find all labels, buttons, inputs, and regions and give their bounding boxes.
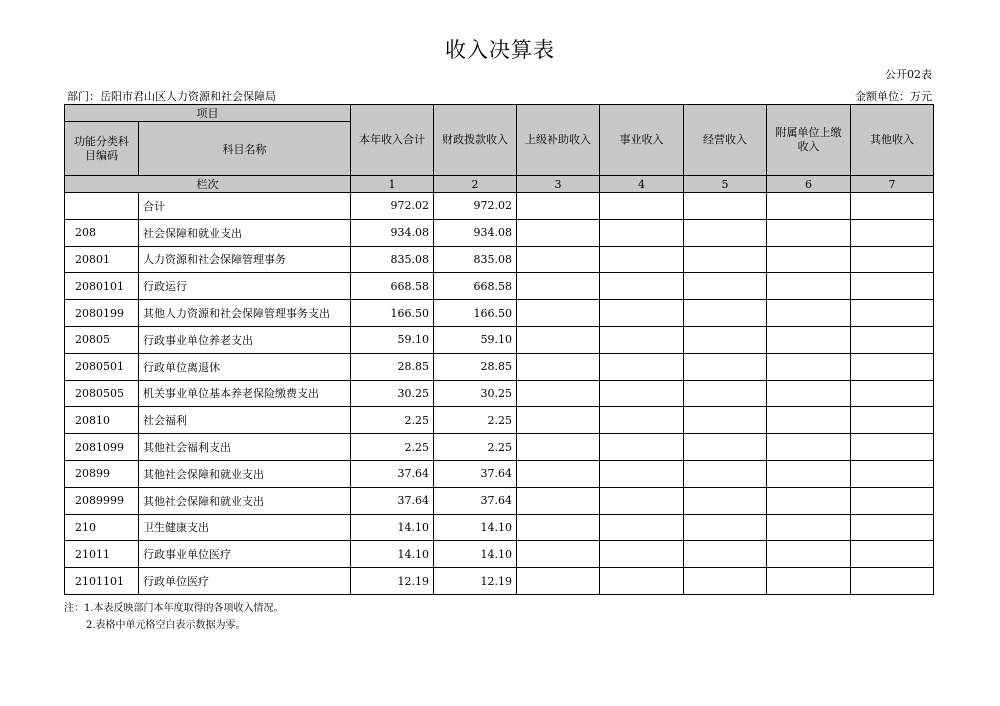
- row-name: 社会保障和就业支出: [139, 219, 351, 246]
- row-affiliated-income: [767, 380, 851, 407]
- row-business-income: [600, 326, 684, 353]
- table-row: [65, 460, 934, 487]
- row-business-income: [600, 246, 684, 273]
- table-row: [65, 568, 934, 595]
- table-row: [65, 514, 934, 541]
- row-name: 卫生健康支出: [139, 514, 351, 541]
- row-fiscal: 37.64: [434, 460, 517, 487]
- row-fiscal: 37.64: [434, 487, 517, 514]
- row-total: 59.10: [351, 326, 434, 353]
- table-row: [65, 193, 934, 220]
- row-total: 2.25: [351, 407, 434, 434]
- row-affiliated-income: [767, 300, 851, 327]
- amount-unit-label: 金额单位：万元: [855, 90, 932, 103]
- row-name: 行政事业单位养老支出: [139, 326, 351, 353]
- row-other-income: [851, 514, 934, 541]
- row-superior-subsidy: [517, 300, 600, 327]
- row-total: 668.58: [351, 273, 434, 300]
- header-code: 功能分类科目编码: [65, 122, 139, 176]
- row-operating-income: [684, 460, 767, 487]
- income-table: [64, 104, 934, 595]
- row-operating-income: [684, 380, 767, 407]
- row-other-income: [851, 541, 934, 568]
- table-row: [65, 434, 934, 461]
- row-operating-income: [684, 193, 767, 220]
- col-number-5: 5: [684, 176, 767, 193]
- note-1: 注：1.本表反映部门本年度取得的各项收入情况。: [64, 603, 284, 614]
- note-2: 2.表格中单元格空白表示数据为零。: [86, 620, 246, 631]
- row-superior-subsidy: [517, 487, 600, 514]
- row-business-income: [600, 434, 684, 461]
- row-code: 208: [65, 219, 139, 246]
- row-total: 934.08: [351, 219, 434, 246]
- table-row: [65, 246, 934, 273]
- col-number-2: 2: [434, 176, 517, 193]
- row-other-income: [851, 380, 934, 407]
- row-affiliated-income: [767, 407, 851, 434]
- row-total: 835.08: [351, 246, 434, 273]
- row-other-income: [851, 568, 934, 595]
- row-other-income: [851, 300, 934, 327]
- row-business-income: [600, 219, 684, 246]
- row-other-income: [851, 353, 934, 380]
- table-row: [65, 219, 934, 246]
- row-total: 166.50: [351, 300, 434, 327]
- row-affiliated-income: [767, 326, 851, 353]
- row-affiliated-income: [767, 460, 851, 487]
- row-operating-income: [684, 300, 767, 327]
- row-business-income: [600, 568, 684, 595]
- row-code: 2089999: [65, 487, 139, 514]
- row-other-income: [851, 193, 934, 220]
- row-affiliated-income: [767, 273, 851, 300]
- row-code: 2101101: [65, 568, 139, 595]
- row-code: 2080101: [65, 273, 139, 300]
- row-operating-income: [684, 326, 767, 353]
- row-business-income: [600, 193, 684, 220]
- row-affiliated-income: [767, 246, 851, 273]
- header-col-1: 本年收入合计: [351, 105, 434, 176]
- row-operating-income: [684, 434, 767, 461]
- row-affiliated-income: [767, 487, 851, 514]
- department-label: 部门：岳阳市君山区人力资源和社会保障局: [67, 90, 276, 103]
- row-fiscal: 934.08: [434, 219, 517, 246]
- row-code: 20810: [65, 407, 139, 434]
- row-fiscal: 14.10: [434, 514, 517, 541]
- row-code: 2081099: [65, 434, 139, 461]
- row-operating-income: [684, 246, 767, 273]
- row-operating-income: [684, 568, 767, 595]
- row-other-income: [851, 487, 934, 514]
- col-number-3: 3: [517, 176, 600, 193]
- row-total: 14.10: [351, 541, 434, 568]
- row-business-income: [600, 407, 684, 434]
- row-superior-subsidy: [517, 434, 600, 461]
- row-name: 合计: [139, 193, 351, 220]
- row-operating-income: [684, 541, 767, 568]
- row-name: 行政单位医疗: [139, 568, 351, 595]
- row-name: 其他社会福利支出: [139, 434, 351, 461]
- table-row: [65, 487, 934, 514]
- header-col-5: 经营收入: [684, 105, 767, 176]
- row-name: 其他社会保障和就业支出: [139, 460, 351, 487]
- row-name: 其他人力资源和社会保障管理事务支出: [139, 300, 351, 327]
- header-name: 科目名称: [139, 122, 351, 176]
- row-code: 2080501: [65, 353, 139, 380]
- header-col-6: 附属单位上缴收入: [767, 105, 851, 176]
- row-other-income: [851, 246, 934, 273]
- notes: [64, 600, 284, 634]
- row-operating-income: [684, 407, 767, 434]
- row-name: 其他社会保障和就业支出: [139, 487, 351, 514]
- row-total: 12.19: [351, 568, 434, 595]
- row-superior-subsidy: [517, 326, 600, 353]
- row-business-income: [600, 273, 684, 300]
- row-total: 972.02: [351, 193, 434, 220]
- row-fiscal: 14.10: [434, 541, 517, 568]
- row-name: 行政事业单位医疗: [139, 541, 351, 568]
- col-number-4: 4: [600, 176, 684, 193]
- row-name: 机关事业单位基本养老保险缴费支出: [139, 380, 351, 407]
- row-total: 2.25: [351, 434, 434, 461]
- row-other-income: [851, 326, 934, 353]
- row-business-income: [600, 514, 684, 541]
- row-affiliated-income: [767, 514, 851, 541]
- row-total: 30.25: [351, 380, 434, 407]
- row-superior-subsidy: [517, 407, 600, 434]
- row-business-income: [600, 487, 684, 514]
- row-operating-income: [684, 514, 767, 541]
- header-col-7: 其他收入: [851, 105, 934, 176]
- row-name: 人力资源和社会保障管理事务: [139, 246, 351, 273]
- row-business-income: [600, 380, 684, 407]
- table-row: [65, 541, 934, 568]
- row-fiscal: 835.08: [434, 246, 517, 273]
- header-col-index: 栏次: [65, 176, 351, 193]
- col-number-1: 1: [351, 176, 434, 193]
- row-superior-subsidy: [517, 460, 600, 487]
- table-row: [65, 407, 934, 434]
- row-fiscal: 668.58: [434, 273, 517, 300]
- row-code: 2080505: [65, 380, 139, 407]
- row-other-income: [851, 407, 934, 434]
- row-code: [65, 193, 139, 220]
- row-other-income: [851, 460, 934, 487]
- row-operating-income: [684, 219, 767, 246]
- row-fiscal: 30.25: [434, 380, 517, 407]
- row-fiscal: 12.19: [434, 568, 517, 595]
- row-total: 14.10: [351, 514, 434, 541]
- row-affiliated-income: [767, 353, 851, 380]
- table-row: [65, 380, 934, 407]
- row-superior-subsidy: [517, 219, 600, 246]
- row-affiliated-income: [767, 568, 851, 595]
- table-body: [65, 193, 934, 595]
- row-superior-subsidy: [517, 353, 600, 380]
- row-code: 21011: [65, 541, 139, 568]
- table-row: [65, 300, 934, 327]
- col-number-6: 6: [767, 176, 851, 193]
- row-superior-subsidy: [517, 380, 600, 407]
- row-other-income: [851, 434, 934, 461]
- row-superior-subsidy: [517, 514, 600, 541]
- row-name: 行政单位离退休: [139, 353, 351, 380]
- row-name: 行政运行: [139, 273, 351, 300]
- row-fiscal: 2.25: [434, 434, 517, 461]
- row-superior-subsidy: [517, 568, 600, 595]
- row-business-income: [600, 541, 684, 568]
- row-name: 社会福利: [139, 407, 351, 434]
- row-affiliated-income: [767, 193, 851, 220]
- row-affiliated-income: [767, 219, 851, 246]
- row-total: 37.64: [351, 487, 434, 514]
- row-other-income: [851, 273, 934, 300]
- page-title: 收入决算表: [445, 38, 555, 62]
- table-row: [65, 353, 934, 380]
- row-operating-income: [684, 353, 767, 380]
- row-code: 20805: [65, 326, 139, 353]
- row-total: 28.85: [351, 353, 434, 380]
- row-affiliated-income: [767, 541, 851, 568]
- header-col-3: 上级补助收入: [517, 105, 600, 176]
- row-business-income: [600, 353, 684, 380]
- row-business-income: [600, 300, 684, 327]
- row-fiscal: 28.85: [434, 353, 517, 380]
- row-other-income: [851, 219, 934, 246]
- row-code: 20899: [65, 460, 139, 487]
- header-col-2: 财政拨款收入: [434, 105, 517, 176]
- row-operating-income: [684, 273, 767, 300]
- row-code: 2080199: [65, 300, 139, 327]
- header-col-4: 事业收入: [600, 105, 684, 176]
- table-row: [65, 326, 934, 353]
- row-superior-subsidy: [517, 193, 600, 220]
- col-number-7: 7: [851, 176, 934, 193]
- row-superior-subsidy: [517, 273, 600, 300]
- row-affiliated-income: [767, 434, 851, 461]
- row-fiscal: 59.10: [434, 326, 517, 353]
- row-code: 210: [65, 514, 139, 541]
- row-total: 37.64: [351, 460, 434, 487]
- row-code: 20801: [65, 246, 139, 273]
- row-superior-subsidy: [517, 246, 600, 273]
- row-operating-income: [684, 487, 767, 514]
- row-business-income: [600, 460, 684, 487]
- row-superior-subsidy: [517, 541, 600, 568]
- form-code: 公开02表: [885, 68, 932, 81]
- row-fiscal: 166.50: [434, 300, 517, 327]
- table-row: [65, 273, 934, 300]
- row-fiscal: 972.02: [434, 193, 517, 220]
- row-fiscal: 2.25: [434, 407, 517, 434]
- header-item: 项目: [65, 105, 351, 122]
